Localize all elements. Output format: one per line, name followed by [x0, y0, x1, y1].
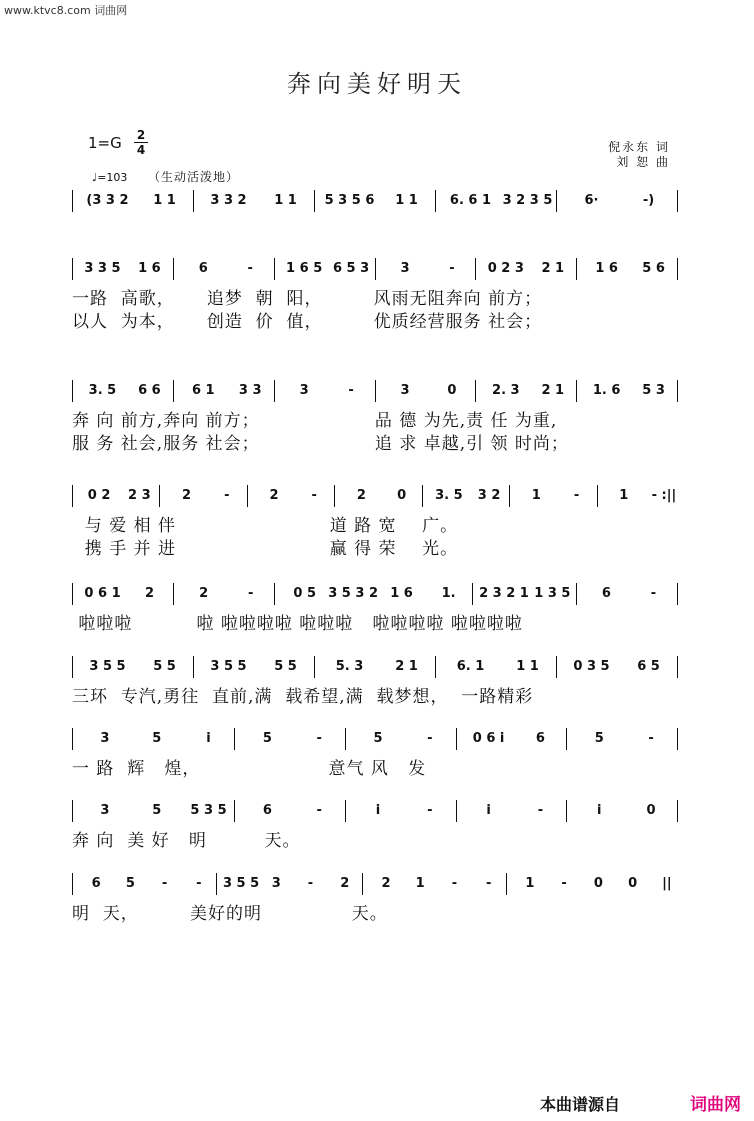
note-group: 3 — [400, 261, 410, 276]
meter-bottom: 4 — [136, 143, 146, 157]
meter-top: 2 — [136, 128, 146, 142]
note-group: - — [573, 488, 580, 503]
note-group: 3 — [271, 876, 281, 891]
note-row — [72, 258, 684, 280]
note-group: 5 6 — [642, 261, 665, 276]
note-group: 3 3 — [238, 383, 262, 398]
barline — [556, 656, 563, 678]
barline — [173, 258, 180, 280]
note-group: 3. 5 — [435, 488, 463, 503]
barline — [274, 380, 281, 402]
barline — [314, 656, 321, 678]
note-group: 6 — [535, 731, 545, 746]
note-group: 3 — [100, 803, 110, 818]
note-group: 6 1 — [191, 383, 215, 398]
barline — [475, 380, 482, 402]
barline — [422, 485, 429, 507]
lyric-line: 携 手 并 进 赢 得 荣 光。 — [72, 539, 459, 559]
note-group: - — [537, 803, 544, 818]
barline — [247, 485, 254, 507]
note-group: 5 — [594, 731, 604, 746]
barline — [72, 190, 79, 212]
barline — [677, 656, 684, 678]
note-group: - — [316, 731, 322, 746]
note-group: 3 — [299, 383, 309, 398]
note-row — [72, 656, 684, 678]
note-group: 3. 5 — [88, 383, 117, 398]
barline — [72, 485, 79, 507]
note-row-inner — [72, 258, 684, 280]
note-group: 0 — [447, 383, 457, 398]
barline — [72, 258, 79, 280]
barline — [274, 258, 281, 280]
note-row-inner — [72, 728, 684, 750]
note-group: - — [449, 261, 455, 276]
composer-credit: 刘 恕 曲 — [616, 155, 670, 169]
note-group: - — [247, 261, 253, 276]
note-group: 5 — [262, 731, 272, 746]
lyric-line: 一 路 辉 煌， 意气 风 发 — [72, 759, 427, 779]
note-group: 5 5 — [153, 659, 176, 674]
note-row — [72, 583, 684, 605]
note-group: 2 1 — [541, 383, 565, 398]
note-group: 2 — [199, 586, 209, 601]
lyric-line: 以人 为本， 创造 价 值， 优质经营服务 社会； — [72, 312, 543, 332]
note-row — [72, 873, 684, 895]
note-group: 3 — [400, 383, 410, 398]
lyric-line: 啦啦啦 啦 啦啦啦啦 啦啦啦 啦啦啦啦 啦啦啦啦 — [72, 614, 523, 634]
note-row — [72, 485, 684, 507]
lyric-line: 一路 高歌， 追梦 朝 阳， 风雨无阻奔向 前方； — [72, 289, 543, 309]
barline — [375, 258, 382, 280]
note-group: - — [316, 803, 322, 818]
note-group: 6 5 3 — [332, 261, 370, 276]
note-group: i — [375, 803, 381, 818]
note-row — [72, 728, 684, 750]
lyricist-credit: 倪永东 词 — [608, 140, 670, 154]
barline — [345, 800, 352, 822]
note-group: 0 2 — [87, 488, 111, 503]
note-group: 2 — [182, 488, 192, 503]
note-group: 5 — [152, 803, 162, 818]
lyric-line: 奔 向 美 好 明 天。 — [72, 831, 301, 851]
barline — [72, 728, 79, 750]
note-group: - — [427, 803, 433, 818]
note-group: - :|| — [651, 488, 677, 503]
note-group: 0 — [646, 803, 656, 818]
note-group: 6 5 — [637, 659, 660, 674]
note-group: 6· — [584, 193, 599, 208]
note-group: 5 — [125, 876, 135, 891]
note-group: 0 6 1 — [84, 586, 121, 601]
note-row — [72, 800, 684, 822]
note-group: 1 — [525, 876, 535, 891]
note-group: - — [196, 876, 202, 891]
note-row — [72, 380, 684, 402]
note-group: 2 1 — [541, 261, 565, 276]
note-row-inner — [72, 656, 684, 678]
time-signature — [134, 129, 148, 156]
barline — [506, 873, 513, 895]
note-group: 3 5 5 — [210, 659, 247, 674]
note-group: 3 — [100, 731, 110, 746]
barline — [677, 583, 684, 605]
barline — [334, 485, 341, 507]
note-group: 6 — [601, 586, 611, 601]
barline — [314, 190, 321, 212]
barline — [556, 190, 563, 212]
tempo-mark: ♩=103 — [92, 171, 128, 184]
barline — [72, 583, 79, 605]
barline — [677, 190, 684, 212]
note-group: - — [451, 876, 458, 891]
barline — [566, 800, 573, 822]
note-group: i — [486, 803, 491, 818]
note-group: 1 6 5 — [286, 261, 323, 276]
note-group: 0 — [593, 876, 603, 891]
note-group: - — [485, 876, 492, 891]
note-row-inner — [72, 873, 684, 895]
barline — [472, 583, 479, 605]
note-group: 5 3 5 — [190, 803, 227, 818]
note-row-inner — [72, 583, 684, 605]
note-group: 6. 6 1 — [449, 193, 492, 208]
note-group: 2 — [381, 876, 391, 891]
barline — [193, 190, 200, 212]
note-group: 2 3 — [128, 488, 151, 503]
barline — [72, 800, 79, 822]
note-group: 6. 1 — [456, 659, 485, 674]
note-group: 2. 3 — [492, 383, 520, 398]
barline — [597, 485, 604, 507]
barline — [456, 728, 463, 750]
note-group: 1 — [415, 876, 425, 891]
site-url[interactable]: www.ktvc8.com 词曲网 — [4, 4, 128, 17]
barline — [72, 656, 79, 678]
note-group: 1 — [531, 488, 541, 503]
barline — [576, 380, 583, 402]
barline — [193, 656, 200, 678]
barline — [72, 380, 79, 402]
note-group: 3 5 3 2 — [328, 586, 378, 601]
note-group: 3 5 5 — [222, 876, 260, 891]
note-group: 2 — [356, 488, 366, 503]
note-row-inner — [72, 485, 684, 507]
note-group: 2 — [145, 586, 155, 601]
note-group: -) — [642, 193, 655, 208]
note-group: 1 6 — [390, 586, 413, 601]
note-group: 5 3 5 6 — [324, 193, 375, 208]
note-group: 6 — [91, 876, 101, 891]
footer-logo[interactable]: 词曲网 — [690, 1095, 741, 1115]
expression-mark: （生动活泼地） — [148, 170, 240, 184]
note-group: 1 1 — [153, 193, 176, 208]
note-row-inner — [72, 190, 684, 212]
note-group: 1. 6 — [592, 383, 621, 398]
note-group: - — [650, 586, 657, 601]
barline — [509, 485, 516, 507]
barline — [234, 800, 241, 822]
barline — [435, 190, 442, 212]
note-group: 3 3 5 — [84, 261, 121, 276]
note-group: 0 — [628, 876, 638, 891]
note-row — [72, 190, 684, 212]
note-group: 5 — [373, 731, 383, 746]
note-group: 0 — [397, 488, 407, 503]
note-group: 6 6 — [138, 383, 161, 398]
barline — [173, 583, 180, 605]
note-group: 0 3 5 — [573, 659, 610, 674]
barline — [173, 380, 180, 402]
note-group: - — [648, 731, 654, 746]
note-group: 3 3 2 — [210, 193, 247, 208]
barline — [677, 800, 684, 822]
note-group: 1 1 — [395, 193, 418, 208]
barline — [677, 258, 684, 280]
song-title: 奔向美好明天 — [287, 70, 467, 98]
note-group: 1 6 — [595, 261, 618, 276]
note-group: - — [427, 731, 433, 746]
note-group: 5 — [152, 731, 162, 746]
note-group: 6 — [198, 261, 208, 276]
note-group: 1 3 5 — [534, 586, 571, 601]
lyric-line: 与 爱 相 伴 道 路 宽 广。 — [72, 516, 459, 536]
note-group: 1 1 — [516, 659, 539, 674]
note-group: 3 5 5 — [89, 659, 126, 674]
barline — [576, 583, 583, 605]
note-group: 0 6 i — [472, 731, 505, 746]
note-group: i — [596, 803, 602, 818]
note-row-inner — [72, 800, 684, 822]
barline — [677, 380, 684, 402]
note-group: - — [561, 876, 567, 891]
note-group: 0 5 — [293, 586, 317, 601]
barline — [274, 583, 281, 605]
note-group: 1 1 — [274, 193, 297, 208]
note-group: 5. 3 — [335, 659, 364, 674]
barline — [475, 258, 482, 280]
barline — [362, 873, 369, 895]
note-group: 2 — [269, 488, 279, 503]
note-group: 1 6 — [138, 261, 161, 276]
lyric-line: 明 天， 美好的明 天。 — [72, 904, 388, 924]
note-group: 2 3 2 1 — [479, 586, 529, 601]
note-group: 5 5 — [274, 659, 297, 674]
lyric-line: 奔 向 前方,奔向 前方； 品 德 为先,责 任 为重, — [72, 411, 558, 431]
barline — [566, 728, 573, 750]
note-group: 2 1 — [395, 659, 418, 674]
key-signature: 1=G — [88, 134, 122, 152]
barline — [216, 873, 223, 895]
note-group: - — [348, 383, 354, 398]
note-group: - — [161, 876, 168, 891]
lyric-line: 服 务 社会,服务 社会； 追 求 卓越,引 领 时尚； — [72, 434, 569, 454]
note-group: 3 2 3 5 — [502, 193, 553, 208]
barline — [375, 380, 382, 402]
note-group: (3 3 2 — [86, 193, 129, 208]
barline — [345, 728, 352, 750]
note-group: i — [206, 731, 211, 746]
note-group: - — [307, 876, 314, 891]
note-group: - — [224, 488, 230, 503]
note-group: || — [662, 876, 672, 891]
note-group: 1 — [619, 488, 629, 503]
barline — [159, 485, 166, 507]
note-group: - — [311, 488, 317, 503]
footer-source-text: 本曲谱源自 — [540, 1095, 621, 1114]
barline — [576, 258, 583, 280]
note-group: 5 3 — [642, 383, 665, 398]
barline — [677, 728, 684, 750]
barline — [72, 873, 79, 895]
barline — [456, 800, 463, 822]
lyric-line: 三环 专汽,勇往 直前,满 载希望,满 载梦想， 一路精彩 — [72, 687, 534, 707]
note-group: - — [247, 586, 254, 601]
note-group: 0 2 3 — [487, 261, 524, 276]
note-group: 2 — [340, 876, 350, 891]
note-group: 6 — [262, 803, 272, 818]
barline — [234, 728, 241, 750]
note-group: 3 2 — [477, 488, 501, 503]
note-row-inner — [72, 380, 684, 402]
barline — [435, 656, 442, 678]
note-group: 1. — [441, 586, 456, 601]
